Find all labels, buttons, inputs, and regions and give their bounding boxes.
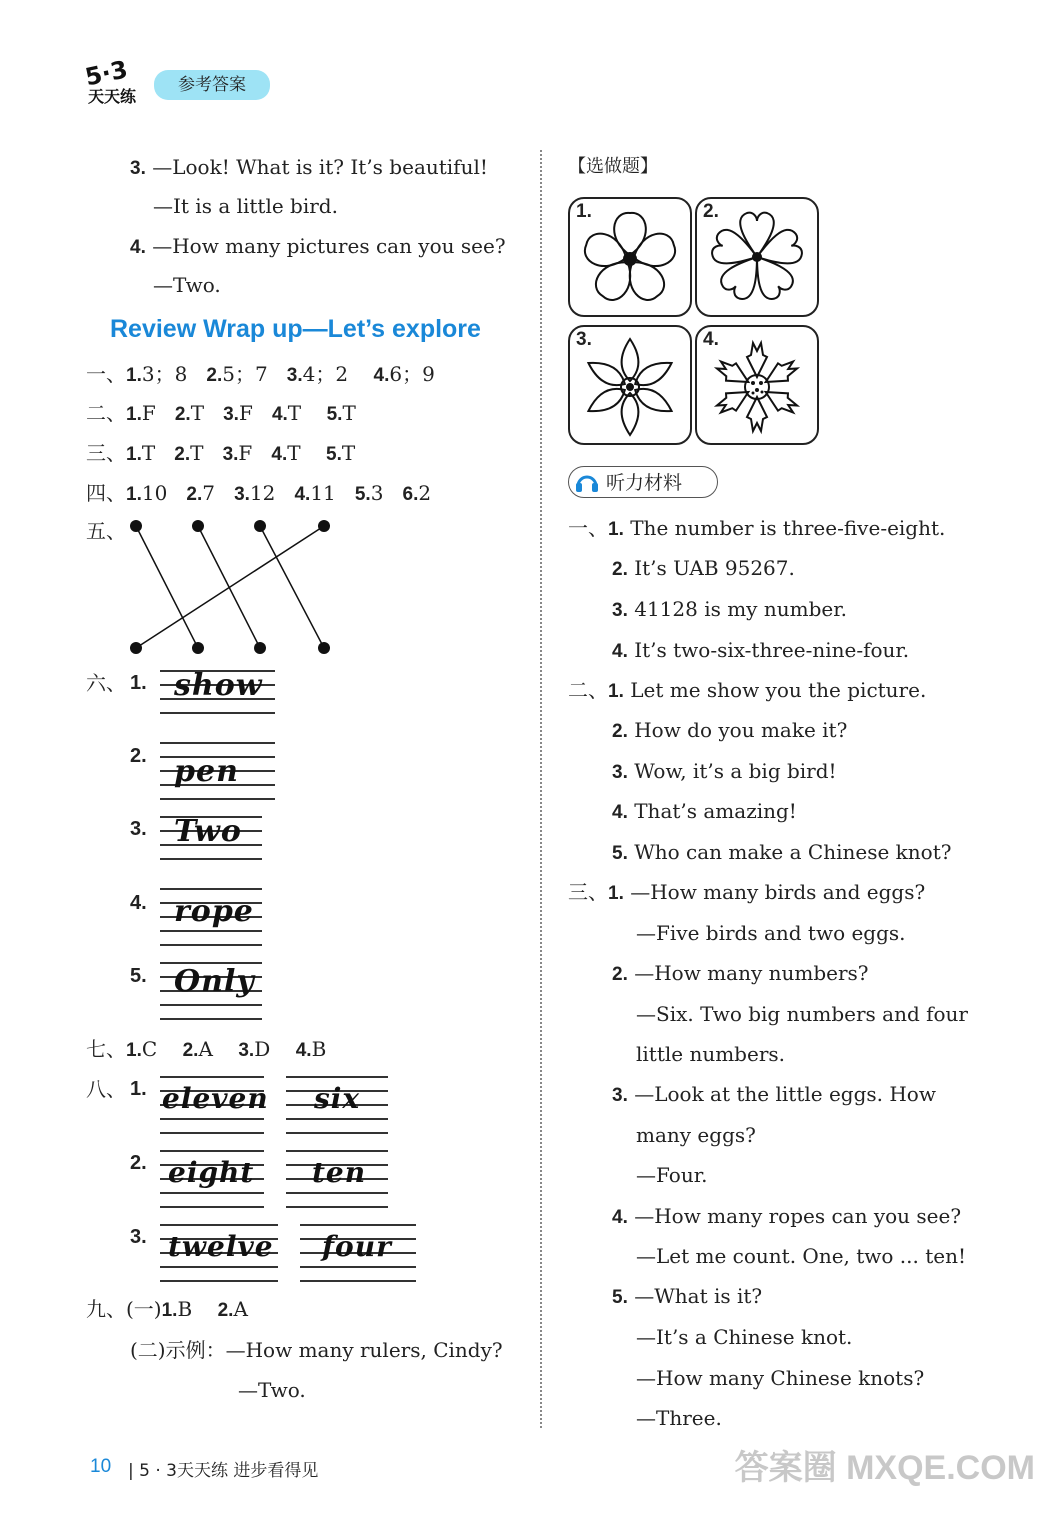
- listening-line: 3. 41128 is my number.: [612, 597, 847, 621]
- handwritten-word: eleven: [162, 1082, 269, 1115]
- watermark: 答案圈 MXQE.COM: [734, 1449, 1035, 1487]
- flower-box: 2.: [695, 197, 819, 317]
- listening-line: 4. It’s two-six-three-nine-four.: [612, 638, 910, 662]
- listening-line: —Let me count. One, two ... ten!: [636, 1244, 967, 1268]
- handwritten-word: ten: [312, 1156, 367, 1189]
- handwritten-word: show: [174, 668, 263, 703]
- listening-line: —Three.: [636, 1406, 722, 1430]
- answer-row-1: 一、1.3；8 2.5；7 3.4；2 4.6；9: [86, 362, 435, 386]
- item-number: 1.: [130, 672, 147, 694]
- page-number: 10: [90, 1456, 112, 1477]
- listening-line: —It’s a Chinese knot.: [636, 1325, 853, 1349]
- svg-text:5·3: 5·3: [84, 58, 131, 92]
- handwritten-word: eight: [168, 1156, 255, 1189]
- column-divider: [540, 150, 542, 1428]
- handwritten-word: Only: [174, 964, 255, 999]
- answer-row-7: 七、1.C 2.A 3.D 4.B: [86, 1037, 327, 1061]
- listening-line: 5. —What is it?: [612, 1284, 763, 1308]
- flower-box: 3.: [568, 325, 692, 445]
- answer-line: (二)示例：—How many rulers, Cindy?: [130, 1338, 503, 1362]
- answer-row-4: 四、1.10 2.7 3.12 4.11 5.3 6.2: [86, 481, 432, 505]
- answer-line: 4. —How many pictures can you see?: [130, 234, 506, 258]
- item-number: 3.: [130, 1226, 147, 1248]
- footer-slogan: | 5 · 3天天练 进步看得见: [128, 1461, 319, 1481]
- listening-line: 5. Who can make a Chinese knot?: [612, 840, 952, 864]
- writing-lines: [160, 1076, 269, 1134]
- svg-text:天天练: 天天练: [88, 87, 137, 106]
- listening-line: many eggs?: [636, 1123, 756, 1147]
- flower-box: 4.: [695, 325, 819, 445]
- item-number: 2.: [130, 1152, 147, 1174]
- matching-lines: [120, 512, 340, 662]
- writing-lines: [160, 1224, 278, 1282]
- handwritten-word: twelve: [168, 1230, 274, 1263]
- writing-lines: [286, 1076, 388, 1134]
- row-8-label: 八、: [86, 1077, 126, 1101]
- row-5-label: 五、: [86, 519, 126, 543]
- handwritten-word: rope: [174, 894, 254, 929]
- answer-line: —Two.: [238, 1378, 306, 1402]
- writing-lines: [300, 1224, 416, 1282]
- handwritten-word: Two: [174, 814, 242, 849]
- item-number: 5.: [130, 965, 147, 987]
- listening-line: 4. —How many ropes can you see?: [612, 1204, 962, 1228]
- handwritten-word: four: [322, 1230, 392, 1263]
- item-number: 4.: [130, 892, 147, 914]
- answer-row-2: 二、1.F 2.T 3.F 4.T 5.T: [86, 401, 356, 425]
- answer-line: 3. —Look! What is it? It’s beautiful!: [130, 155, 488, 179]
- writing-lines: [160, 742, 275, 800]
- item-number: 1.: [130, 1078, 147, 1100]
- listening-line: 4. That’s amazing!: [612, 799, 797, 823]
- listening-line: 3. Wow, it’s a big bird!: [612, 759, 837, 783]
- writing-lines: [160, 888, 262, 946]
- answer-line: —Two.: [153, 273, 221, 297]
- listening-line: little numbers.: [636, 1042, 786, 1066]
- item-number: 2.: [130, 745, 147, 767]
- answer-line: —It is a little bird.: [153, 194, 338, 218]
- listening-line: 2. How do you make it?: [612, 718, 848, 742]
- section-heading: Review Wrap up—Let’s explore: [110, 315, 481, 343]
- optional-heading: 【选做题】: [568, 156, 658, 177]
- listening-line: —Six. Two big numbers and four: [636, 1002, 968, 1026]
- writing-lines: [286, 1150, 388, 1208]
- flower-box: 1.: [568, 197, 692, 317]
- answer-row-9: 九、(一)1.B 2.A: [86, 1297, 248, 1321]
- headphones-icon: [574, 470, 600, 494]
- listening-line: 一、1. The number is three-five-eight.: [568, 516, 946, 540]
- writing-lines: [160, 1150, 264, 1208]
- writing-lines: [160, 816, 262, 860]
- writing-lines: [160, 670, 275, 714]
- writing-lines: [160, 962, 262, 1020]
- brand-logo: [84, 58, 154, 106]
- listening-title: 听力材料: [606, 472, 683, 494]
- handwritten-word: six: [314, 1082, 361, 1115]
- listening-line: —Five birds and two eggs.: [636, 921, 906, 945]
- listening-line: 3. —Look at the little eggs. How: [612, 1082, 936, 1106]
- listening-line: 三、1. —How many birds and eggs?: [568, 880, 926, 904]
- answer-row-3: 三、1.T 2.T 3.F 4.T 5.T: [86, 441, 356, 465]
- handwritten-word: pen: [174, 754, 239, 789]
- answer-key-badge: 参考答案: [154, 70, 270, 100]
- listening-line: 二、1. Let me show you the picture.: [568, 678, 927, 702]
- item-number: 3.: [130, 818, 147, 840]
- row-6-label: 六、: [86, 671, 126, 695]
- listening-line: 2. —How many numbers?: [612, 961, 869, 985]
- listening-line: 2. It’s UAB 95267.: [612, 556, 795, 580]
- listening-line: —How many Chinese knots?: [636, 1366, 925, 1390]
- listening-line: —Four.: [636, 1163, 708, 1187]
